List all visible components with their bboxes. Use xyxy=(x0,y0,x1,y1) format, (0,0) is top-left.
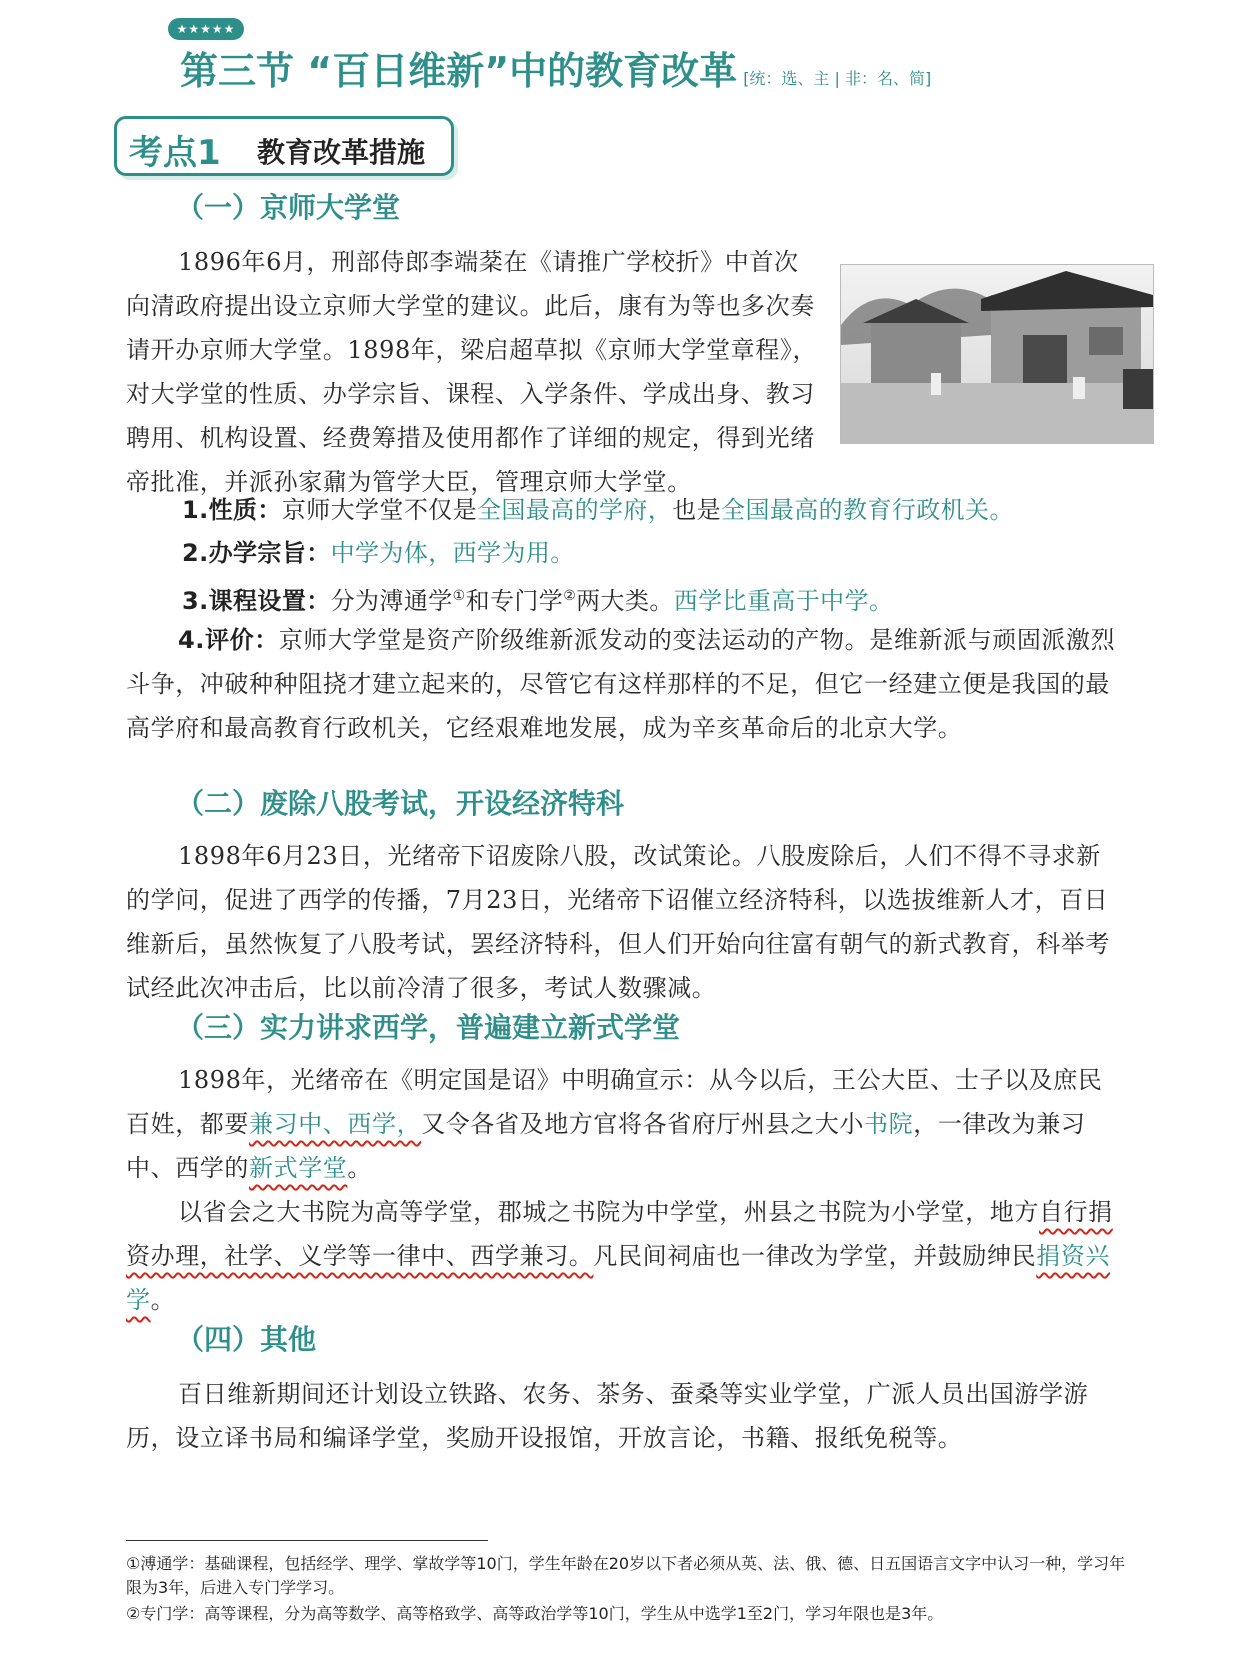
item-curriculum-label: 3.课程设置： xyxy=(182,587,331,615)
xinshi-para-1 xyxy=(126,1058,1123,1190)
section-title-text: 第三节 “百日维新”中的教育改革 xyxy=(180,49,738,93)
item-curriculum-text-c: 两大类。 xyxy=(576,587,674,615)
jingshi-photo xyxy=(840,264,1154,444)
heading-other: （四）其他 xyxy=(176,1323,317,1356)
xinshi-p2-wavy: 自行捐资办理，社学、义学等一律中、西学兼习。 xyxy=(126,1198,1113,1270)
item-evaluation-text: 京师大学堂是资产阶级维新派发动的变法运动的产物。是维新派与顽固派激烈斗争，冲破种种阻挠才建立起来的，尽管它有这样那样的不足，但它一经建立便是我国的最高学府和最高教育行政机关，它经艰难地发展，成为辛亥革命后的北京大学。 xyxy=(126,626,1116,742)
footnote-divider xyxy=(126,1540,488,1541)
xinshi-p1-hl3: 新式学堂 xyxy=(249,1154,348,1182)
xinshi-p2-a: 以省会之大书院为高等学堂，郡城之书院为中学堂，州县之书院为小学堂，地方 xyxy=(178,1198,1039,1226)
kaodian-box xyxy=(114,116,454,176)
footnote-2: ②专门学：高等课程，分为高等数学、高等格致学、高等政治学等10门，学生从中选学1至2门，学习年限也是3年。 xyxy=(126,1604,944,1623)
kaodian-title: 教育改革措施 xyxy=(257,136,426,169)
item-purpose xyxy=(182,531,1132,575)
item-purpose-label: 2.办学宗旨： xyxy=(182,539,331,567)
item-nature-label: 1.性质： xyxy=(182,496,282,524)
xinshi-p2-b: 凡民间祠庙也一律改为学堂，并鼓励绅民 xyxy=(593,1242,1037,1270)
item-curriculum-text-b: 和专门学 xyxy=(465,587,564,615)
item-curriculum xyxy=(182,574,1132,623)
building-photo-illustration xyxy=(841,265,1153,443)
item-curriculum-hl: 西学比重高于中学。 xyxy=(673,587,894,615)
item-nature-text-a: 京师大学堂不仅是 xyxy=(281,496,478,524)
exam-tag: [统：选、主 | 非：名、简] xyxy=(743,69,932,88)
section-title xyxy=(180,40,931,95)
footnote-ref-1: ① xyxy=(452,588,466,604)
heading-jingshi: （一）京师大学堂 xyxy=(176,191,401,224)
xinshi-p1-c: ，一律改为兼习中、西学的 xyxy=(126,1110,1086,1182)
xinshi-p1-b: 又令各省及地方官将各省府厅州县之大小 xyxy=(421,1110,865,1138)
xinshi-p1-d: 。 xyxy=(347,1154,373,1182)
xinshi-p1-hl2: 书院 xyxy=(864,1110,914,1138)
xinshi-p2-hl: 捐资兴学 xyxy=(126,1242,1111,1314)
item-evaluation-label: 4.评价： xyxy=(178,626,279,654)
xinshi-p1-a: 1898年，光绪帝在《明定国是诏》中明确宣示：从今以后，王公大臣、士子以及庶民百姓，都要 xyxy=(126,1066,1103,1138)
item-nature-text-b: 也是 xyxy=(672,496,722,524)
bagu-text: 1898年6月23日，光绪帝下诏废除八股，改试策论。八股废除后，人们不得不寻求新的学问，促进了西学的传播，7月23日，光绪帝下诏催立经济特科，以选拔维新人才，百日维新后，虽然恢复了八股考试，罢经济特科，但人们开始向往富有朝气的新式教育，科举考试经此次冲击后，比以前冷清了很多，考试人数骤减。 xyxy=(126,842,1110,1002)
heading-xinshi: （三）实力讲求西学，普遍建立新式学堂 xyxy=(176,1011,681,1044)
footnote-1: ①溥通学：基础课程，包括经学、理学、掌故学等10门，学生年龄在20岁以下者必须从英、法、俄、德、日五国语言文字中认习一种，学习年限为3年，后进入专门学学习。 xyxy=(126,1554,1126,1597)
item-nature-hl-b: 全国最高的教育行政机关。 xyxy=(721,496,1014,524)
kaodian-label: 考点1 xyxy=(129,133,221,173)
xinshi-para-2 xyxy=(126,1190,1123,1322)
heading-bagu: （二）废除八股考试，开设经济特科 xyxy=(176,787,625,820)
footnote-ref-2: ② xyxy=(563,588,577,604)
item-evaluation xyxy=(126,618,1123,750)
difficulty-stars: ★★★★★ xyxy=(168,18,244,40)
jingshi-intro: 1896年6月，刑部侍郎李端棻在《请推广学校折》中首次向清政府提出设立京师大学堂的建议。此后，康有为等也多次奏请开办京师大学堂。1898年，梁启超草拟《京师大学堂章程》，对大学堂的性质、办学宗旨、课程、入学条件、学成出身、教习聘用、机构设置、经费筹措及使用都作了详细的规定，得到光绪帝批准，并派孙家鼐为管学大臣，管理京师大学堂。 xyxy=(126,248,818,496)
item-curriculum-text-a: 分为溥通学 xyxy=(330,587,453,615)
item-nature-hl-a: 全国最高的学府， xyxy=(477,496,673,524)
other-text: 百日维新期间还计划设立铁路、农务、茶务、蚕桑等实业学堂，广派人员出国游学游历，设立译书局和编译学堂，奖励开设报馆，开放言论，书籍、报纸免税等。 xyxy=(126,1380,1089,1452)
item-nature xyxy=(182,488,1132,532)
xinshi-p2-c: 。 xyxy=(150,1286,176,1314)
xinshi-p1-hl1: 兼习中、西学， xyxy=(249,1110,422,1138)
item-purpose-hl: 中学为体，西学为用。 xyxy=(330,539,575,567)
